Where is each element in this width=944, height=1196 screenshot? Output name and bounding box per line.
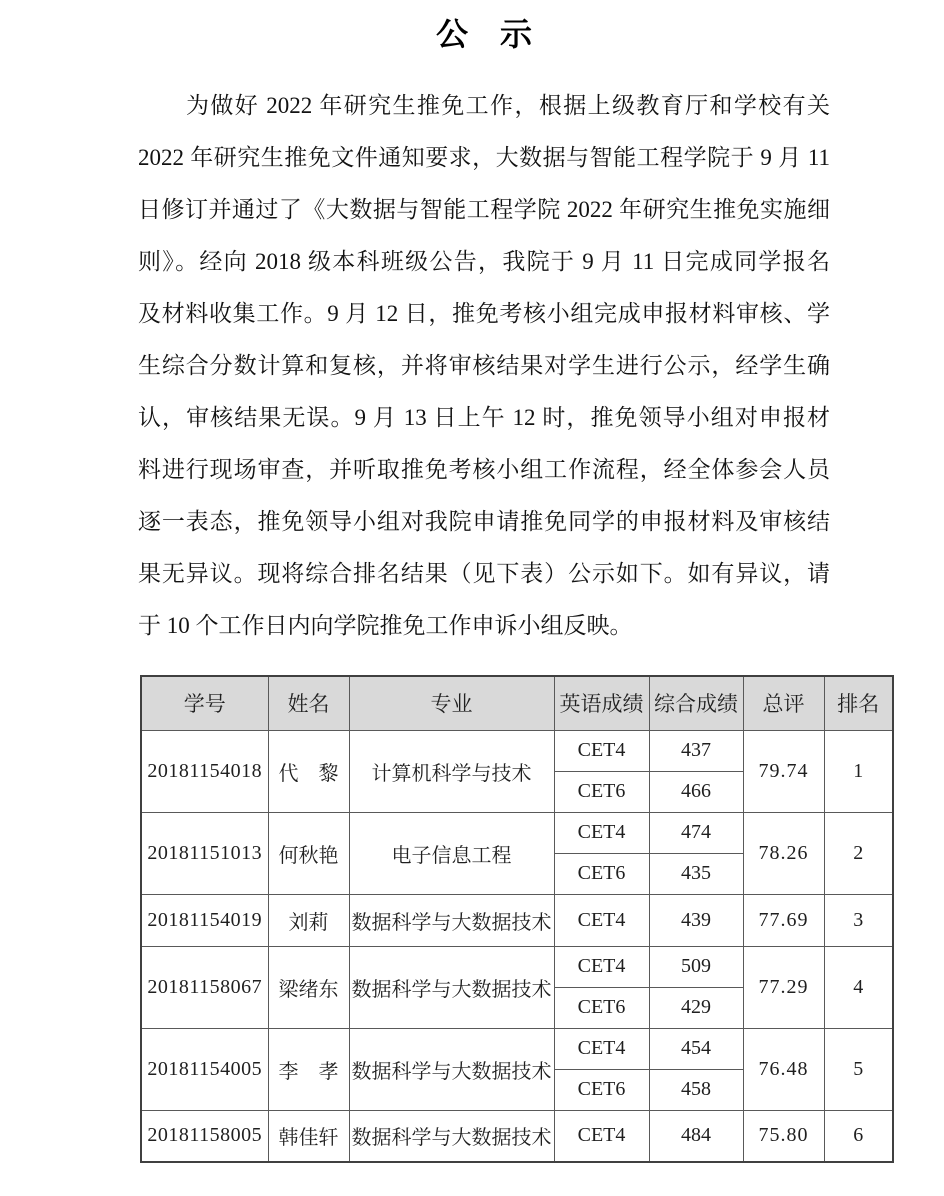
paragraph-line: 认，审核结果无误。9 月 13 日上午 12 时，推免领导小组对申报材 bbox=[138, 405, 830, 430]
table-row bbox=[141, 946, 893, 987]
rank-cell: 5 bbox=[824, 1028, 893, 1110]
overall-score-cell: 76.48 bbox=[743, 1028, 824, 1110]
english-score-cell: 466 bbox=[649, 771, 743, 812]
table-row bbox=[141, 1110, 893, 1162]
english-test-cell: CET6 bbox=[554, 987, 649, 1028]
major-cell: 数据科学与大数据技术 bbox=[349, 1110, 554, 1162]
english-test-cell: CET6 bbox=[554, 771, 649, 812]
paragraph-line: 为做好 2022 年研究生推免工作，根据上级教育厅和学校有关 bbox=[186, 93, 830, 118]
major-cell: 数据科学与大数据技术 bbox=[349, 894, 554, 946]
table-row bbox=[141, 1028, 893, 1069]
student-id-cell: 20181154019 bbox=[141, 894, 268, 946]
document-page bbox=[0, 14, 944, 1196]
overall-score-cell: 77.29 bbox=[743, 946, 824, 1028]
student-id-cell: 20181158067 bbox=[141, 946, 268, 1028]
english-test-cell: CET4 bbox=[554, 946, 649, 987]
english-score-cell: 454 bbox=[649, 1028, 743, 1069]
paragraph-line: 料进行现场审查，并听取推免考核小组工作流程，经全体参会人员 bbox=[138, 457, 830, 482]
major-cell: 电子信息工程 bbox=[349, 812, 554, 894]
column-header: 姓名 bbox=[268, 676, 349, 730]
english-score-cell: 429 bbox=[649, 987, 743, 1028]
paragraph-line: 于 10 个工作日内向学院推免工作申诉小组反映。 bbox=[138, 613, 633, 638]
english-test-cell: CET4 bbox=[554, 1028, 649, 1069]
student-name-cell: 梁绪东 bbox=[268, 946, 349, 1028]
english-score-cell: 458 bbox=[649, 1069, 743, 1110]
column-header: 专业 bbox=[349, 676, 554, 730]
student-name-cell: 何秋艳 bbox=[268, 812, 349, 894]
rank-cell: 2 bbox=[824, 812, 893, 894]
english-score-cell: 435 bbox=[649, 853, 743, 894]
rank-cell: 3 bbox=[824, 894, 893, 946]
table-header-row bbox=[141, 676, 893, 730]
student-name-cell: 代 黎 bbox=[268, 730, 349, 812]
english-test-cell: CET6 bbox=[554, 1069, 649, 1110]
english-score-cell: 484 bbox=[649, 1110, 743, 1162]
paragraph-line: 日修订并通过了《大数据与智能工程学院 2022 年研究生推免实施细 bbox=[138, 197, 830, 222]
major-cell: 数据科学与大数据技术 bbox=[349, 1028, 554, 1110]
english-test-cell: CET4 bbox=[554, 1110, 649, 1162]
paragraph-line: 果无异议。现将综合排名结果（见下表）公示如下。如有异议，请 bbox=[138, 561, 830, 586]
student-name-cell: 刘莉 bbox=[268, 894, 349, 946]
column-header: 综合成绩 bbox=[649, 676, 743, 730]
rank-cell: 4 bbox=[824, 946, 893, 1028]
column-header: 排名 bbox=[824, 676, 893, 730]
overall-score-cell: 75.80 bbox=[743, 1110, 824, 1162]
english-test-cell: CET4 bbox=[554, 894, 649, 946]
page-title: 公 示 bbox=[435, 16, 532, 52]
student-id-cell: 20181154018 bbox=[141, 730, 268, 812]
english-score-cell: 437 bbox=[649, 730, 743, 771]
english-test-cell: CET4 bbox=[554, 730, 649, 771]
paragraph-line: 2022 年研究生推免文件通知要求，大数据与智能工程学院于 9 月 11 bbox=[138, 145, 830, 170]
column-header: 英语成绩 bbox=[554, 676, 649, 730]
paragraph-line: 则》。经向 2018 级本科班级公告，我院于 9 月 11 日完成同学报名 bbox=[138, 249, 830, 274]
paragraph-line: 生综合分数计算和复核，并将审核结果对学生进行公示，经学生确 bbox=[138, 353, 830, 378]
major-cell: 计算机科学与技术 bbox=[349, 730, 554, 812]
student-id-cell: 20181154005 bbox=[141, 1028, 268, 1110]
ranking-table bbox=[140, 675, 894, 1163]
column-header: 学号 bbox=[141, 676, 268, 730]
paragraph-line: 及材料收集工作。9 月 12 日，推免考核小组完成申报材料审核、学 bbox=[138, 301, 830, 326]
student-id-cell: 20181151013 bbox=[141, 812, 268, 894]
table-row bbox=[141, 812, 893, 853]
english-test-cell: CET6 bbox=[554, 853, 649, 894]
rank-cell: 1 bbox=[824, 730, 893, 812]
major-cell: 数据科学与大数据技术 bbox=[349, 946, 554, 1028]
overall-score-cell: 79.74 bbox=[743, 730, 824, 812]
student-id-cell: 20181158005 bbox=[141, 1110, 268, 1162]
english-score-cell: 474 bbox=[649, 812, 743, 853]
student-name-cell: 韩佳轩 bbox=[268, 1110, 349, 1162]
table-row bbox=[141, 894, 893, 946]
english-score-cell: 439 bbox=[649, 894, 743, 946]
student-name-cell: 李 孝 bbox=[268, 1028, 349, 1110]
column-header: 总评 bbox=[743, 676, 824, 730]
english-score-cell: 509 bbox=[649, 946, 743, 987]
notice-paragraph bbox=[138, 80, 830, 652]
overall-score-cell: 77.69 bbox=[743, 894, 824, 946]
table-row bbox=[141, 730, 893, 771]
overall-score-cell: 78.26 bbox=[743, 812, 824, 894]
paragraph-line: 逐一表态，推免领导小组对我院申请推免同学的申报材料及审核结 bbox=[138, 509, 830, 534]
rank-cell: 6 bbox=[824, 1110, 893, 1162]
english-test-cell: CET4 bbox=[554, 812, 649, 853]
